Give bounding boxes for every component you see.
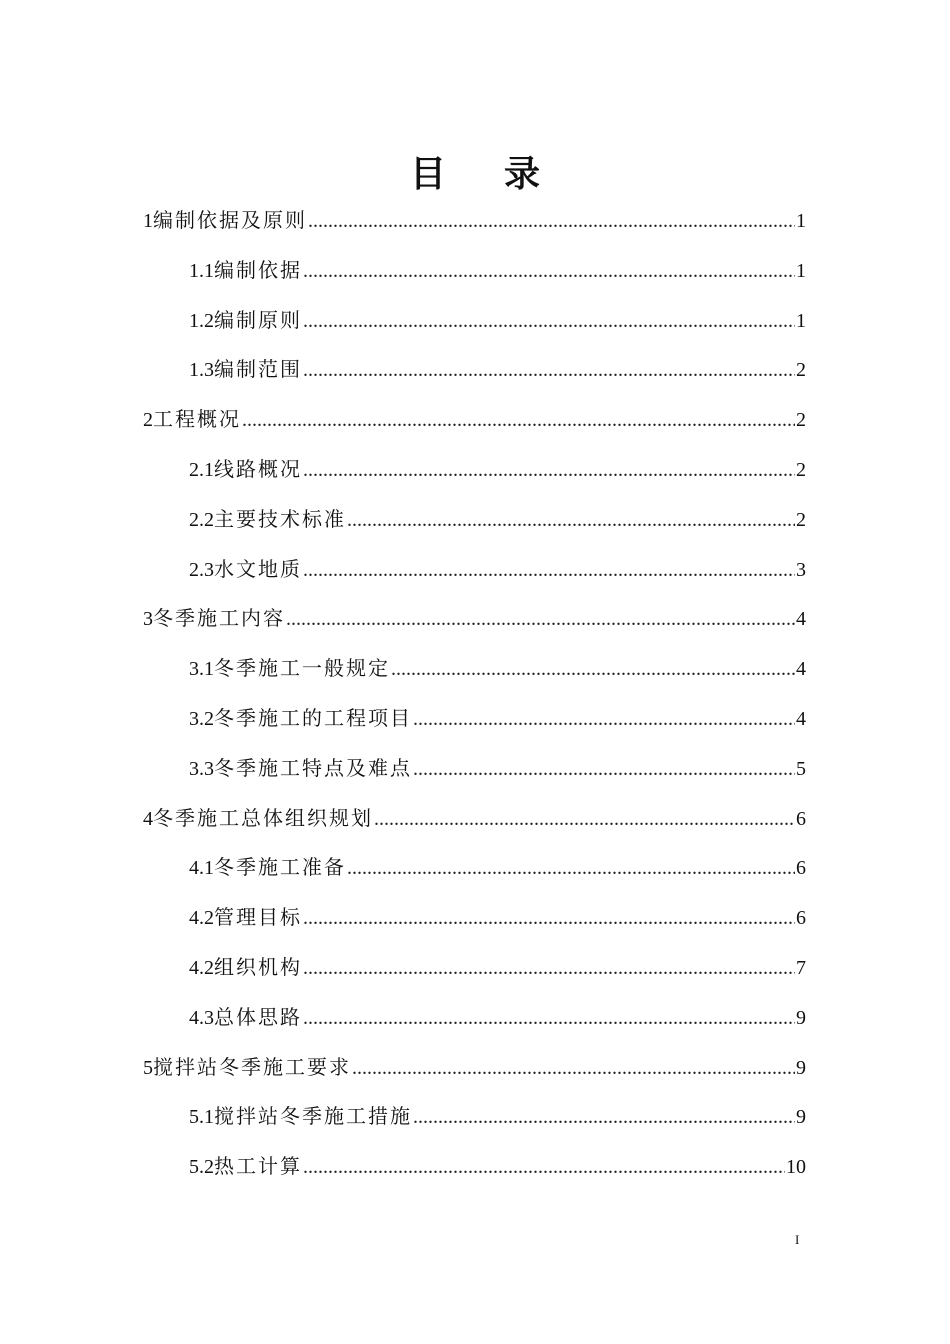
toc-entry-4-2-goals[interactable]: [143, 894, 806, 944]
dot-leader: [347, 496, 795, 546]
toc-entry-label: 管理目标: [214, 907, 302, 930]
toc-entry-page: 7: [796, 956, 806, 979]
toc-entry-label: 搅拌站冬季施工要求: [153, 1056, 351, 1079]
toc-entry-label: 热工计算: [214, 1156, 302, 1179]
toc-entry-2-3[interactable]: [143, 546, 806, 596]
toc-entry-page: 6: [796, 807, 806, 830]
toc-entry-1-2[interactable]: [143, 297, 806, 347]
toc-entry-page: 9: [796, 1056, 806, 1079]
toc-entry-number: 2: [143, 409, 153, 432]
toc-entry-4-3[interactable]: [143, 994, 806, 1044]
toc-entry-page: 4: [796, 658, 806, 681]
dot-leader: [303, 944, 795, 994]
toc-entry-page: 6: [796, 907, 806, 930]
dot-leader: [303, 247, 795, 297]
toc-entry-label: 组织机构: [214, 956, 302, 979]
dot-leader: [413, 745, 795, 795]
dot-leader: [303, 894, 795, 944]
page-number-footer: I: [795, 1232, 800, 1247]
dot-leader: [303, 297, 795, 347]
title-char-1: 目: [409, 154, 446, 195]
toc-entry-page: 6: [796, 857, 806, 880]
dot-leader: [303, 1143, 785, 1193]
toc-entry-number: 5: [143, 1056, 153, 1079]
toc-entry-number: 2.3: [189, 558, 214, 581]
toc-entry-label: 编制依据: [214, 259, 302, 282]
toc-entry-number: 3.3: [189, 757, 214, 780]
toc-entry-1-3[interactable]: [143, 346, 806, 396]
toc-entry-number: 2.2: [189, 508, 214, 531]
toc-entry-label: 冬季施工特点及难点: [214, 757, 412, 780]
toc-entry-2[interactable]: [143, 396, 806, 446]
dot-leader: [347, 844, 795, 894]
toc-entry-page: 4: [796, 707, 806, 730]
dot-leader: [413, 695, 795, 745]
dot-leader: [303, 546, 795, 596]
toc-entry-number: 1.3: [189, 359, 214, 382]
toc-entry-page: 4: [796, 608, 806, 631]
toc-entry-2-1[interactable]: [143, 446, 806, 496]
toc-entry-label: 线路概况: [214, 458, 302, 481]
toc-entry-3-3[interactable]: [143, 745, 806, 795]
toc-entry-page: 9: [796, 1006, 806, 1029]
toc-entry-page: 1: [796, 309, 806, 332]
dot-leader: [303, 346, 795, 396]
dot-leader: [308, 197, 795, 247]
toc-entry-number: 4: [143, 807, 153, 830]
toc-entry-page: 5: [796, 757, 806, 780]
toc-entry-number: 4.1: [189, 857, 214, 880]
dot-leader: [286, 595, 795, 645]
toc-entry-label: 总体思路: [214, 1006, 302, 1029]
dot-leader: [352, 1044, 795, 1094]
toc-entry-page: 10: [786, 1156, 806, 1179]
toc-entry-3-2[interactable]: [143, 695, 806, 745]
toc-entry-label: 水文地质: [214, 558, 302, 581]
toc-entry-label: 搅拌站冬季施工措施: [214, 1106, 412, 1129]
toc-entry-label: 编制范围: [214, 359, 302, 382]
toc-entry-page: 1: [796, 259, 806, 282]
toc-entry-2-2[interactable]: [143, 496, 806, 546]
toc-entry-number: 3.1: [189, 658, 214, 681]
toc-entry-4-2-organization[interactable]: [143, 944, 806, 994]
toc-entry-number: 1.1: [189, 259, 214, 282]
toc-entry-label: 冬季施工的工程项目: [214, 707, 412, 730]
toc-entry-number: 4.2: [189, 907, 214, 930]
dot-leader: [391, 645, 795, 695]
toc-entry-number: 4.2: [189, 956, 214, 979]
toc-entry-label: 冬季施工内容: [153, 608, 285, 631]
toc-entry-4[interactable]: [143, 795, 806, 845]
dot-leader: [374, 795, 795, 845]
toc-entry-label: 冬季施工准备: [214, 857, 346, 880]
toc-entry-label: 编制依据及原则: [153, 210, 307, 232]
toc-entry-label: 冬季施工一般规定: [214, 658, 390, 681]
toc-entry-label: 冬季施工总体组织规划: [153, 807, 373, 830]
toc-entry-1-1[interactable]: [143, 247, 806, 297]
title-char-2: 录: [504, 154, 541, 195]
toc-entry-page: 9: [796, 1106, 806, 1129]
toc-entry-page: 2: [796, 508, 806, 531]
toc-entry-5[interactable]: [143, 1044, 806, 1094]
toc-entry-number: 5.2: [189, 1156, 214, 1179]
toc-entry-page: 2: [796, 458, 806, 481]
toc-entry-number: 2.1: [189, 458, 214, 481]
dot-leader: [242, 396, 795, 446]
page-title: [0, 146, 950, 197]
toc-entry-number: 1: [143, 210, 153, 232]
dot-leader: [303, 446, 795, 496]
toc-entry-5-2[interactable]: [143, 1143, 806, 1193]
toc-entry-label: 编制原则: [214, 309, 302, 332]
toc-entry-1[interactable]: [143, 197, 806, 247]
table-of-contents: [143, 197, 806, 1193]
dot-leader: [303, 994, 795, 1044]
toc-entry-number: 1.2: [189, 309, 214, 332]
toc-entry-4-1[interactable]: [143, 844, 806, 894]
toc-entry-page: 3: [796, 558, 806, 581]
toc-entry-3-1[interactable]: [143, 645, 806, 695]
toc-entry-page: 1: [796, 210, 806, 232]
toc-entry-number: 4.3: [189, 1006, 214, 1029]
toc-entry-number: 3: [143, 608, 153, 631]
toc-entry-label: 主要技术标准: [214, 508, 346, 531]
dot-leader: [413, 1093, 795, 1143]
toc-entry-label: 工程概况: [153, 409, 241, 432]
toc-entry-page: 2: [796, 359, 806, 382]
toc-entry-page: 2: [796, 409, 806, 432]
toc-entry-number: 3.2: [189, 707, 214, 730]
toc-entry-3[interactable]: [143, 595, 806, 645]
toc-entry-5-1[interactable]: [143, 1093, 806, 1143]
toc-entry-number: 5.1: [189, 1106, 214, 1129]
